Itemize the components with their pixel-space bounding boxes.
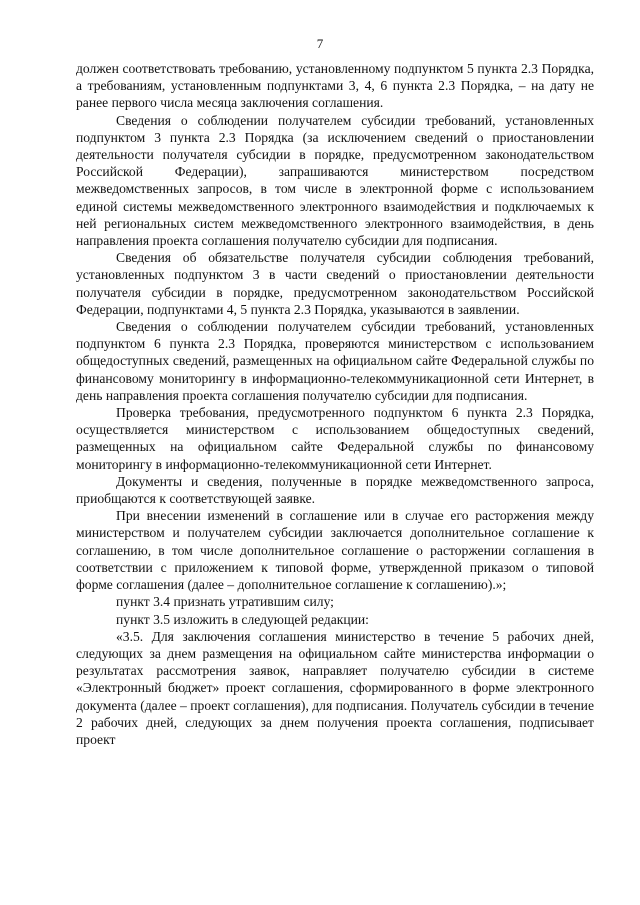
paragraph-interdepartmental-requests: Сведения о соблюдении получателем субсидии требований, установленных подпунктом 3 пункта 2.3 Порядка (за исключением сведений о приостановлении деятельности получателя субсидии в порядке, предусмотренном законодательством Российской Федерации), запрашиваются министерством посредством межведомственных запросов, в том числе в электронной форме с использованием единой системы межведомственного электронного взаимодействия и подключаемых к ней региональных систем межведомственного электронного взаимодействия, в день направления проекта соглашения получателю субсидии для подписания. xyxy=(76,112,594,249)
paragraph-amendments: При внесении изменений в соглашение или в случае его расторжения между министерством и получателем субсидии заключается дополнительное соглашение к соглашению, в том числе дополнительное соглашение о расторжении соглашения в соответствии с приложением к типовой форме, утвержденной приказом о типовой форме соглашения (далее – дополнительное соглашение к соглашению).»; xyxy=(76,508,594,593)
paragraph-clause-3-5-text: «3.5. Для заключения соглашения министерство в течение 5 рабочих дней, следующих за днем размещения на официальном сайте министерства информации о результатах рассмотрения заявок, направляет получателю субсидии в системе «Электронный бюджет» проект соглашения, сформированного в форме электронного документа (далее – проект соглашения), для подписания. Получатель субсидии в течение 2 рабочих дней, следующих за днем получения проекта соглашения, подписывает проект xyxy=(76,628,594,747)
paragraph-clause-3-4: пункт 3.4 признать утратившим силу; xyxy=(116,594,334,610)
page-number: 7 xyxy=(316,36,324,51)
document-body xyxy=(76,60,594,748)
paragraph-financial-monitoring-check: Сведения о соблюдении получателем субсидии требований, установленных подпунктом 6 пункта 2.3 Порядка, проверяются министерством с использованием общедоступных сведений, размещенных на официальном сайте Федеральной службы по финансовому мониторингу в информационно-телекоммуникационной сети Интернет, в день направления проекта соглашения получателю субсидии для подписания. xyxy=(76,319,594,403)
paragraph-documents-attached: Документы и сведения, полученные в порядке межведомственного запроса, приобщаются к соответствующей заявке. xyxy=(76,473,594,507)
paragraph-obligation-statement: Сведения об обязательстве получателя субсидии соблюдения требований, установленных подпунктом 3 в части сведений о приостановлении деятельности получателя субсидии в порядке, предусмотренном законодательством Российской Федерации, подпунктами 4, 5 пункта 2.3 Порядка, указываются в заявлении. xyxy=(76,250,594,317)
paragraph-requirement-verification: Проверка требования, предусмотренного подпунктом 6 пункта 2.3 Порядка, осуществляется министерством с использованием общедоступных сведений, размещенных на официальном сайте Федеральной службы по финансовому мониторингу в информационно-телекоммуникационной сети Интернет. xyxy=(76,405,594,472)
paragraph-clause-3-5-intro: пункт 3.5 изложить в следующей редакции: xyxy=(116,611,369,627)
paragraph-continuation: должен соответствовать требованию, установленному подпунктом 5 пункта 2.3 Порядка, а требованиям, установленным подпунктами 3, 4, 6 пункта 2.3 Порядка, – на дату не ранее первого числа месяца заключения соглашения. xyxy=(76,61,594,111)
